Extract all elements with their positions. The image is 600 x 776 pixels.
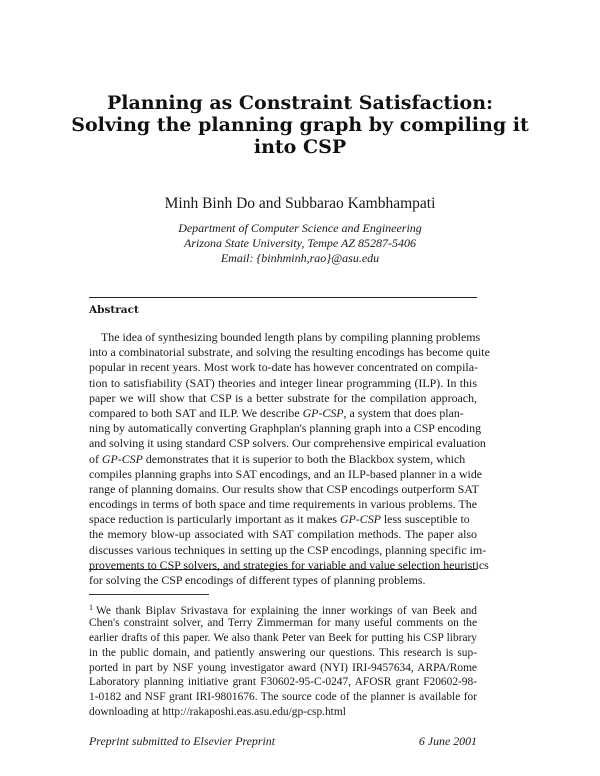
footnote-rule bbox=[89, 594, 209, 595]
footnote-line: earlier drafts of this paper. We also thank Peter van Beek for putting his CSP library bbox=[89, 631, 477, 644]
affiliation bbox=[40, 221, 560, 266]
abstract-line: encodings in terms of both space and time requirements in various problems. The bbox=[89, 497, 477, 512]
abstract-line: for solving the CSP encodings of different types of planning problems. bbox=[89, 573, 426, 587]
title-line: into CSP bbox=[253, 136, 347, 158]
page-footer bbox=[89, 734, 477, 748]
authors: Minh Binh Do and Subbarao Kambhampati bbox=[164, 195, 436, 212]
title-line: Planning as Constraint Satisfaction: bbox=[106, 92, 494, 114]
abstract-text: of bbox=[89, 451, 102, 466]
abstract-line: The idea of synthesizing bounded length plans by compiling planning problems bbox=[101, 330, 481, 344]
abstract-line: discusses various techniques in setting up the CSP encodings, planning specific im- bbox=[89, 542, 487, 557]
abstract-body bbox=[89, 330, 490, 588]
footnote-line: downloading at http://rakaposhi.eas.asu.edu/gp-csp.html bbox=[89, 706, 346, 719]
system-name: GP-CSP bbox=[101, 451, 143, 466]
abstract-line: the memory blow-up associated with SAT compilation methods. The paper also bbox=[89, 527, 477, 542]
abstract-text: compared to both SAT and ILP. We describe bbox=[89, 405, 303, 420]
abstract-line bbox=[89, 452, 477, 467]
abstract-line: into a combinatorial substrate, and solving the resulting encodings has become quite bbox=[89, 345, 490, 360]
system-name: GP-CSP bbox=[339, 512, 381, 527]
abstract-line bbox=[89, 512, 477, 527]
footnote-marker: 1 bbox=[89, 603, 93, 612]
abstract-line: compiles planning graphs into SAT encodings, and an ILP-based planner in a wide bbox=[89, 466, 483, 481]
abstract-line: provements to CSP solvers, and strategies for variable and value selection heuristics bbox=[89, 557, 489, 572]
footnote-line: Laboratory planning initiative grant F30602-95-C-0247, AFOSR grant F20602-98- bbox=[89, 676, 477, 689]
abstract-line: paper we will show that CSP is a better substrate for the compilation approach, bbox=[89, 390, 477, 405]
footer-preprint-note: Preprint submitted to Elsevier Preprint bbox=[89, 734, 276, 748]
footnote-line: ported in part by NSF young investigator award (NYI) IRI-9457634, ARPA/Rome bbox=[89, 661, 477, 674]
footnote-line: in the public domain, and patiently answering our questions. This research is sup- bbox=[89, 646, 477, 659]
abstract-line: range of planning domains. Our results show that CSP encodings outperform SAT bbox=[89, 481, 479, 496]
abstract-text: space reduction is particularly important as it makes bbox=[89, 512, 340, 527]
footnote-text: We thank Biplav Srivastava for explaining the inner workings of van Beek and bbox=[96, 605, 477, 617]
abstract-text: demonstrates that it is superior to both the Blackbox system, which bbox=[142, 451, 466, 466]
footnote-line: Chen's constraint solver, and Terry Zimmerman for many useful comments on the bbox=[89, 616, 477, 629]
footnote-line bbox=[89, 601, 477, 616]
abstract-text: less susceptible to bbox=[380, 512, 470, 527]
email: Email: {binhminh,rao}@asu.edu bbox=[220, 251, 380, 265]
abstract-line: popular in recent years. Most work to-date has however concentrated on compila- bbox=[89, 360, 478, 375]
abstract-line: and solving it using standard CSP solvers. Our comprehensive empirical evaluation bbox=[89, 436, 486, 451]
department: Department of Computer Science and Engineering bbox=[178, 221, 422, 235]
abstract-line: ning by automatically converting Graphplan's planning graph into a CSP encoding bbox=[89, 421, 482, 436]
university: Arizona State University, Tempe AZ 85287-5406 bbox=[184, 236, 416, 250]
abstract-line bbox=[89, 406, 477, 421]
abstract-line: tion to satisfiability (SAT) theories and integer linear programming (ILP). In this bbox=[89, 375, 477, 390]
system-name: GP-CSP bbox=[302, 405, 344, 420]
abstract-bottom-rule bbox=[89, 569, 477, 570]
abstract-text: , a system that does plan- bbox=[343, 405, 464, 420]
title-line: Solving the planning graph by compiling it bbox=[71, 114, 529, 136]
footnote bbox=[89, 601, 477, 720]
abstract-top-rule bbox=[89, 297, 477, 298]
paper-title bbox=[40, 92, 560, 158]
footnote-line: 1-0182 and NSF grant IRI-9801676. The source code of the planner is available for bbox=[89, 691, 477, 704]
abstract-heading: Abstract bbox=[89, 304, 139, 316]
footer-date: 6 June 2001 bbox=[418, 734, 477, 748]
